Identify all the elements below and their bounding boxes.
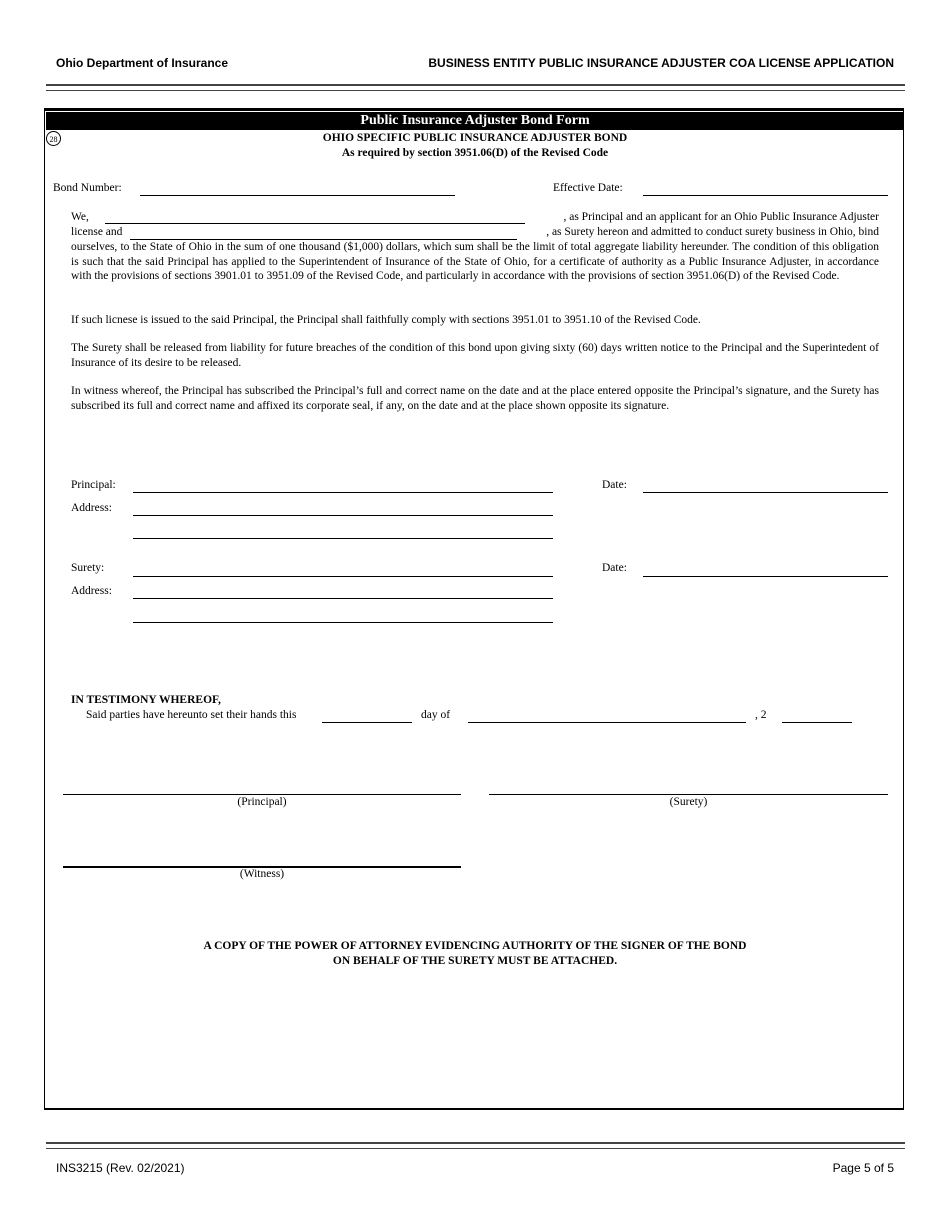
principal-signature-caption: (Principal) — [237, 796, 287, 808]
principal-address-label: Address: — [71, 502, 112, 514]
witness-signature-line[interactable] — [63, 852, 461, 868]
day-of-label: day of — [421, 709, 451, 721]
footer-form-id: INS3215 (Rev. 02/2021) — [56, 1161, 185, 1175]
principal-address-line-2[interactable] — [133, 524, 553, 539]
footer-divider — [46, 1142, 905, 1149]
item-number-badge: 28 — [46, 131, 61, 146]
principal-label: Principal: — [71, 479, 116, 491]
header-divider — [46, 84, 905, 91]
year-prefix-label: , 2 — [755, 709, 767, 721]
effective-date-field[interactable] — [643, 181, 888, 196]
surety-clause: , as Surety hereon and admitted to conduct surety business in Ohio, bind — [546, 226, 879, 238]
header-org: Ohio Department of Insurance — [56, 56, 229, 70]
surety-field[interactable] — [133, 562, 553, 577]
testimony-text: Said parties have hereunto set their hands this — [86, 709, 297, 721]
surety-address-line-1[interactable] — [133, 584, 553, 599]
surety-date-label: Date: — [602, 562, 627, 574]
license-and-label: license and — [71, 226, 123, 238]
compliance-paragraph: If such licnese is issued to the said Principal, the Principal shall faithfully comply with sections 3951.01 to 3951.10 of the Revised Code. — [71, 314, 701, 326]
principal-date-label: Date: — [602, 479, 627, 491]
surety-name-field[interactable] — [130, 225, 517, 240]
bond-number-label: Bond Number: — [53, 182, 122, 194]
form-subtitle-statute: As required by section 3951.06(D) of the Revised Code — [341, 147, 609, 159]
form-title: Public Insurance Adjuster Bond Form — [46, 112, 904, 130]
footer-page-number: Page 5 of 5 — [832, 1161, 894, 1175]
testimony-day-field[interactable] — [322, 708, 412, 723]
witness-signature-caption: (Witness) — [239, 868, 285, 880]
principal-name-field[interactable] — [105, 209, 525, 224]
testimony-heading: IN TESTIMONY WHEREOF, — [71, 694, 221, 706]
witness-paragraph: In witness whereof, the Principal has subscribed the Principal’s full and correct name on the date and at the place entered opposite the Principal’s signature, and the Surety has subscribed its full and correct name and affixed its corporate seal, if any, on the date and at the place shown opposite its signature. — [71, 385, 879, 412]
principal-field[interactable] — [133, 478, 553, 493]
surety-label: Surety: — [71, 562, 105, 574]
principal-address-line-1[interactable] — [133, 501, 553, 516]
surety-signature-caption: (Surety) — [669, 796, 708, 808]
surety-date-field[interactable] — [643, 562, 888, 577]
principal-clause: , as Principal and an applicant for an Ohio Public Insurance Adjuster — [563, 211, 879, 223]
principal-signature-line[interactable] — [63, 780, 461, 795]
testimony-month-field[interactable] — [468, 708, 746, 723]
form-subtitle: OHIO SPECIFIC PUBLIC INSURANCE ADJUSTER BOND — [322, 132, 628, 144]
principal-date-field[interactable] — [643, 478, 888, 493]
surety-address-line-2[interactable] — [133, 608, 553, 623]
surety-address-label: Address: — [71, 585, 112, 597]
bond-number-field[interactable] — [140, 181, 455, 196]
power-of-attorney-notice-line-2: ON BEHALF OF THE SURETY MUST BE ATTACHED. — [332, 955, 618, 967]
surety-signature-line[interactable] — [489, 780, 888, 795]
power-of-attorney-notice-line-1: A COPY OF THE POWER OF ATTORNEY EVIDENCING AUTHORITY OF THE SIGNER OF THE BOND — [203, 940, 747, 952]
release-paragraph: The Surety shall be released from liability for future breaches of the condition of this bond upon giving sixty (60) days written notice to the Principal and the Superintedent of Insurance of its desire to be released. — [71, 342, 879, 369]
testimony-year-field[interactable] — [782, 708, 852, 723]
bond-condition-paragraph: ourselves, to the State of Ohio in the sum of one thousand ($1,000) dollars, which sum shall be the limit of total aggregate liability hereunder. The condition of this obligation is such that the said Principal has applied to the Superintendent of Insurance of the State of Ohio, for a certificate of authority as a Public Insurance Adjuster, in accordance with the provisions of sections 3901.01 to 3951.09 of the Revised Code, and particularly in accordance with the provisions of section 3951.06(D) of the Revised Code. — [71, 241, 879, 282]
we-label: We, — [71, 211, 89, 223]
header-doc-title: BUSINESS ENTITY PUBLIC INSURANCE ADJUSTER COA LICENSE APPLICATION — [428, 56, 894, 70]
effective-date-label: Effective Date: — [553, 182, 623, 194]
